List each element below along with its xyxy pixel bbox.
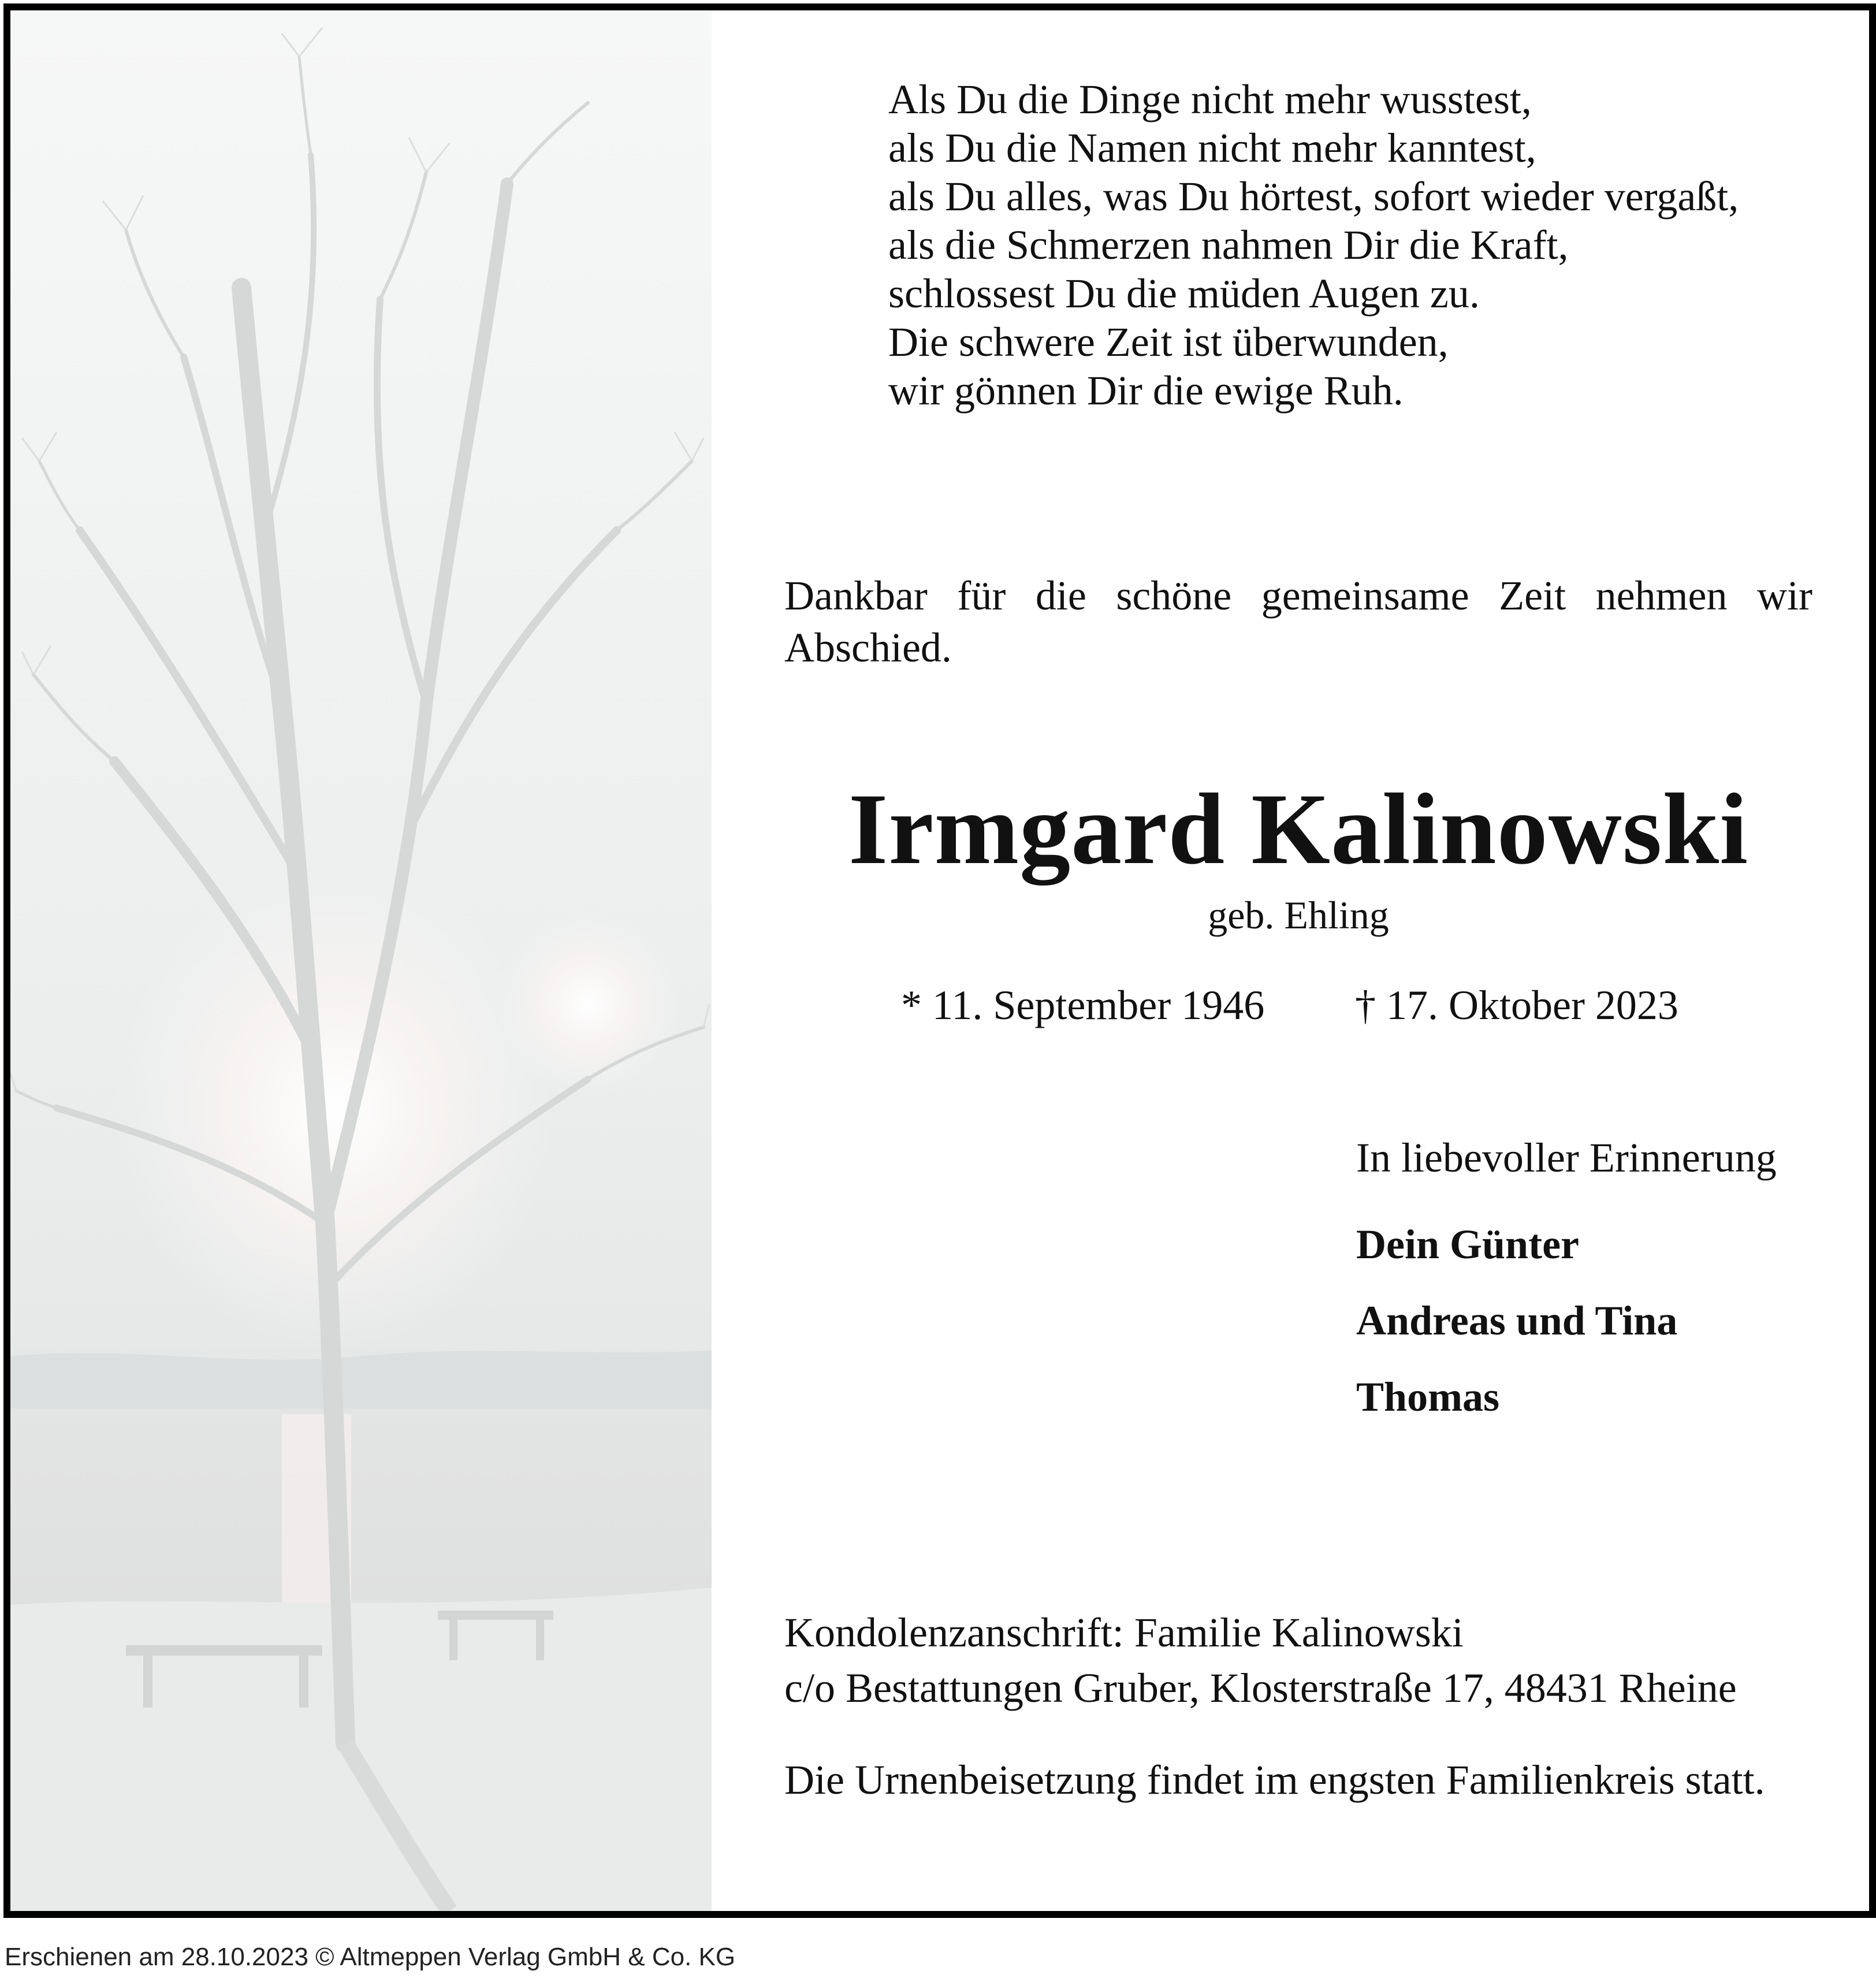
condolence-address (784, 1605, 1812, 1716)
death-date: † 17. Oktober 2023 (1355, 982, 1678, 1028)
survivor-name: Andreas und Tina (1356, 1297, 1678, 1344)
obituary-frame (3, 3, 1876, 1918)
tree-illustration (10, 10, 712, 1911)
deceased-name: Irmgard Kalinowski (848, 773, 1749, 886)
thanks-text: Dankbar für die schöne gemeinsame Zeit nehmen wir Abschied. (784, 572, 1812, 671)
condolence-line: c/o Bestattungen Gruber, Klosterstraße 17, 48431 Rheine (784, 1665, 1737, 1711)
poem-line: als Du die Namen nicht mehr kanntest, (888, 125, 1536, 171)
maiden-name: geb. Ehling (1208, 893, 1389, 937)
memory-text: In liebevoller Erinnerung (1356, 1135, 1777, 1181)
poem-line: wir gönnen Dir die ewige Ruh. (888, 367, 1404, 414)
burial-notice: Die Urnenbeisetzung findet im engsten Familienkreis statt. (784, 1757, 1765, 1803)
survivor-name: Dein Günter (1356, 1221, 1579, 1267)
poem-line: als die Schmerzen nahmen Dir die Kraft, (888, 222, 1569, 268)
publication-footer: Erschienen am 28.10.2023 © Altmeppen Verlag GmbH & Co. KG (5, 1943, 736, 1971)
birth-date: * 11. September 1946 (901, 982, 1265, 1028)
obituary-content (784, 10, 1812, 1911)
poem (888, 75, 1836, 415)
poem-line: schlossest Du die müden Augen zu. (888, 270, 1480, 317)
survivors-list (1356, 1220, 1677, 1449)
poem-line: Als Du die Dinge nicht mehr wusstest, (888, 76, 1532, 122)
survivor-name: Thomas (1356, 1374, 1500, 1420)
poem-line: Die schwere Zeit ist überwunden, (888, 319, 1449, 365)
condolence-line: Kondolenzanschrift: Familie Kalinowski (784, 1609, 1464, 1656)
poem-line: als Du alles, was Du hörtest, sofort wieder vergaßt, (888, 173, 1739, 220)
tree-by-lake-photo (10, 10, 712, 1911)
